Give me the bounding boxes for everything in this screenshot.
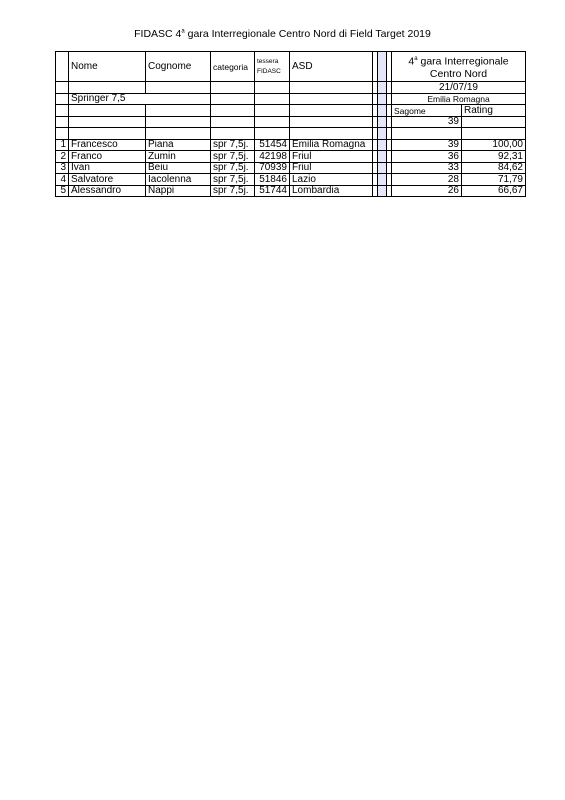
last-name-cell: Iacolenna [146,174,211,186]
sagome-cell: 26 [392,185,462,197]
card-number-cell: 70939 [255,162,290,174]
club-cell: Friul [290,162,373,174]
club-cell: Emilia Romagna [290,139,373,151]
header-pos [56,52,69,82]
rank-cell: 1 [56,139,69,151]
rating-cell: 71,79 [462,174,526,186]
shaded-separator [378,185,387,197]
club-cell: Lazio [290,174,373,186]
table-header-row [56,52,526,82]
first-name-cell: Ivan [69,162,146,174]
table-row-category [56,93,526,105]
header-cognome: Cognome [146,52,211,82]
last-name-cell: Piana [146,139,211,151]
club-cell: Friul [290,151,373,163]
last-name-cell: Zumin [146,151,211,163]
rating-cell: 84,62 [462,162,526,174]
last-name-cell: Nappi [146,185,211,197]
header-tessera: tessera FIDASC [255,52,290,82]
card-number-cell: 42198 [255,151,290,163]
event-location: Emilia Romagna [392,93,526,105]
max-sagome-value: 39 [392,116,462,128]
shaded-separator [378,128,387,140]
card-number-cell: 51454 [255,139,290,151]
shaded-separator [378,116,387,128]
table-row-max [56,116,526,128]
shaded-separator [378,93,387,105]
header-asd: ASD [290,52,373,82]
rating-cell: 66,67 [462,185,526,197]
table-row-empty [56,128,526,140]
rank-cell: 2 [56,151,69,163]
sagome-cell: 39 [392,139,462,151]
rating-cell: 92,31 [462,151,526,163]
category-cell: spr 7,5j. [211,162,255,174]
shaded-separator [378,151,387,163]
shaded-separator [378,174,387,186]
table-row-date [56,82,526,94]
table-row [56,139,526,151]
club-cell: Lombardia [290,185,373,197]
header-categoria: categoria [211,52,255,82]
card-number-cell: 51744 [255,185,290,197]
table-row-column-labels [56,105,526,117]
shaded-separator [378,162,387,174]
last-name-cell: Beiu [146,162,211,174]
table-row [56,174,526,186]
category-cell: spr 7,5j. [211,139,255,151]
table-row [56,162,526,174]
card-number-cell: 51846 [255,174,290,186]
shaded-separator [378,52,387,82]
category-cell: spr 7,5j. [211,174,255,186]
event-title: 4$^a$ gara Interregionale Centro Nord [392,52,526,82]
rank-cell: 3 [56,162,69,174]
column-label-rating: Rating [462,105,526,117]
first-name-cell: Francesco [69,139,146,151]
first-name-cell: Salvatore [69,174,146,186]
table-row [56,185,526,197]
category-label: Springer 7,5 [69,93,211,105]
shaded-separator [378,139,387,151]
page-title: FIDASC 4$^a$ gara Interregionale Centro Nord di Field Target 2019 [134,28,431,40]
table-row [56,151,526,163]
category-cell: spr 7,5j. [211,151,255,163]
sagome-cell: 33 [392,162,462,174]
shaded-separator [378,82,387,94]
event-date: 21/07/19 [392,82,526,94]
rating-cell: 100,00 [462,139,526,151]
first-name-cell: Franco [69,151,146,163]
rank-cell: 5 [56,185,69,197]
header-nome: Nome [69,52,146,82]
category-cell: spr 7,5j. [211,185,255,197]
first-name-cell: Alessandro [69,185,146,197]
sagome-cell: 28 [392,174,462,186]
rank-cell: 4 [56,174,69,186]
column-label-sagome: Sagome [392,105,462,117]
sagome-cell: 36 [392,151,462,163]
results-table [55,51,526,197]
shaded-separator [378,105,387,117]
